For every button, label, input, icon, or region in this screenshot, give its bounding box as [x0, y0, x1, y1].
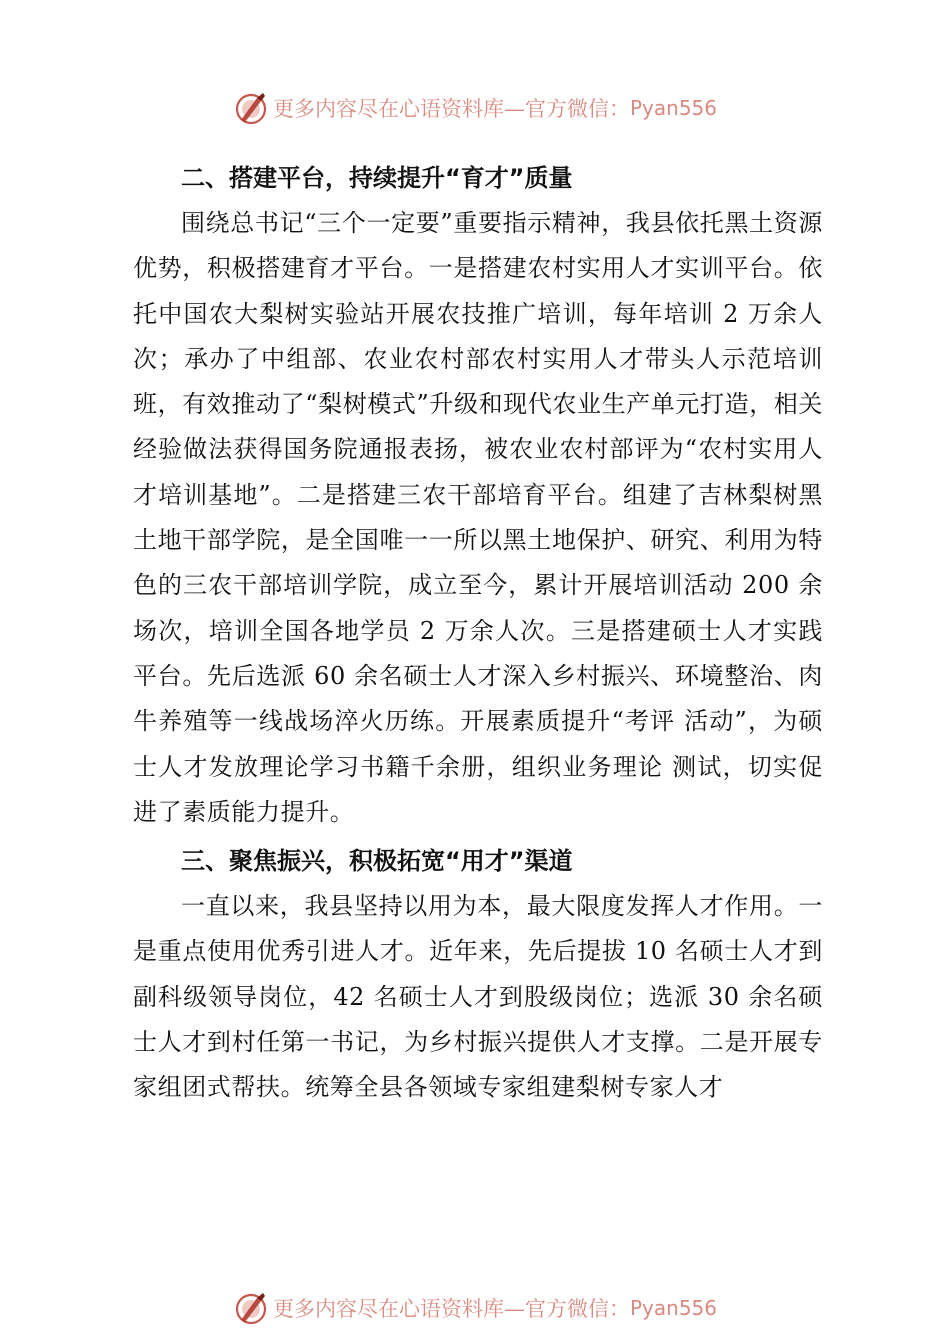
document-body — [133, 156, 823, 1111]
section-paragraph-3: 一直以来，我县坚持以用为本，最大限度发挥人才作用。一是重点使用优秀引进人才。近年来，先后提拔 10 名硕士人才到副科级领导岗位，42 名硕士人才到股级岗位；选派 30 余名硕士人才到村任第一书记，为乡村振兴提供人才支撑。二是开展专家组团式帮扶。统筹全县各领域专家组建梨树专家人才 — [133, 892, 823, 1102]
watermark-text: 更多内容尽在心语资料库—官方微信： — [272, 97, 630, 121]
pen-seal-logo-icon — [233, 90, 269, 126]
watermark-text: 更多内容尽在心语资料库—官方微信： — [272, 1297, 630, 1321]
header-watermark-banner — [0, 88, 950, 128]
pen-seal-logo-icon — [233, 1290, 269, 1326]
section-paragraph-2: 围绕总书记“三个一定要”重要指示精神，我县依托黑土资源优势，积极搭建育才平台。一是搭建农村实用人才实训平台。依托中国农大梨树实验站开展农技推广培训，每年培训 2 万余人次；承办了中组部、农业农村部农村实用人才带头人示范培训班，有效推动了“梨树模式”升级和现代农业生产单元打造，相关经验做法获得国务院通报表扬，被农业农村部评为“农村实用人才培训基地”。二是搭建三农干部培育平台。组建了吉林梨树黑土地干部学院，是全国唯一一所以黑土地保护、研究、利用为特色的三农干部培训学院，成立至今，累计开展培训活动 200 余场次，培训全国各地学员 2 万余人次。三是搭建硕士人才实践平台。先后选派 60 余名硕士人才深入乡村振兴、环境整治、肉牛养殖等一线战场淬火历练。开展素质提升“考评 活动”，为硕士人才发放理论学习书籍千余册，组织业务理论 测试，切实促进了素质能力提升。 — [133, 209, 823, 826]
section-heading-2: 二、搭建平台，持续提升“育才”质量 — [181, 164, 573, 192]
footer-watermark-banner — [0, 1288, 950, 1328]
watermark-wechat-handle: Pyan556 — [629, 96, 717, 120]
watermark-wechat-handle: Pyan556 — [629, 1296, 717, 1320]
section-heading-3: 三、聚焦振兴，积极拓宽“用才”渠道 — [181, 847, 573, 876]
